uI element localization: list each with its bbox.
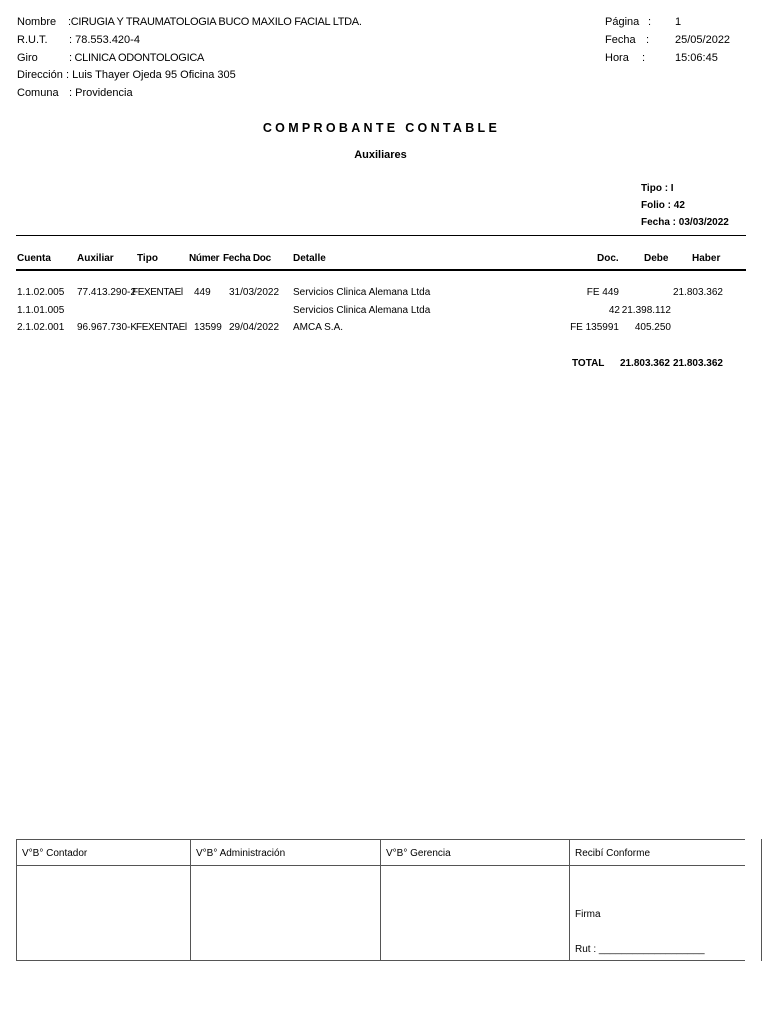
hora-label: Hora [605,52,629,64]
header-divider [16,235,746,236]
signature-rut-label: Rut : ___________________ [575,944,705,955]
row-debe: 21.398.112 [621,305,671,316]
fecha-label: Fecha [605,34,636,46]
signature-gerencia-label: V°B° Gerencia [386,848,451,859]
pagina-label: Página [605,16,640,28]
row-doc: FE 135991 [570,322,619,333]
row-numero: 13599 [194,322,222,333]
row-numero: 449 [194,287,211,298]
row-auxiliar: 96.967.730-K [77,322,138,333]
fecha-colon: : [646,34,650,46]
row-fecha-doc: 29/04/2022 [229,322,280,333]
rut-label: R.U.T. [17,34,48,46]
total-debe: 21.803.362 [619,358,670,369]
col-cuenta: Cuenta [17,253,51,264]
document-subtitle: Auxiliares [354,149,407,161]
signature-contador-label: V°B° Contador [22,848,88,859]
row-cuenta: 1.1.01.005 [17,305,65,316]
col-numero: Númer [189,253,220,264]
col-fecha-doc: Fecha Doc [223,253,271,264]
pagina-value: 1 [675,16,682,28]
total-label: TOTAL [572,358,605,369]
row-auxiliar: 77.413.290-2 [77,287,136,298]
hora-colon: : [642,52,646,64]
row-fecha-doc: 31/03/2022 [229,287,280,298]
signature-administracion-label: V°B° Administración [196,848,286,859]
giro-label: Giro [17,52,38,64]
col-auxiliar: Auxiliar [77,253,114,264]
row-haber: 21.803.362 [672,287,723,298]
row-tipo: FEXENTAEl [132,287,183,298]
voucher-fecha: Fecha : 03/03/2022 [641,217,729,228]
col-detalle: Detalle [293,253,326,264]
comuna-value: : Providencia [69,87,133,99]
voucher-folio: Folio : 42 [641,200,685,211]
giro-value: : CLINICA ODONTOLOGICA [69,52,205,64]
row-tipo: FEXENTAEl [136,322,187,333]
col-doc: Doc. [597,253,619,264]
row-cuenta: 1.1.02.005 [17,287,65,298]
nombre-label: Nombre [17,16,57,28]
col-debe: Debe [644,253,669,264]
row-debe: 405.250 [634,322,671,333]
row-detalle: Servicios Clinica Alemana Ltda [293,305,431,316]
signature-firma-label: Firma [575,909,601,920]
signature-recibi-label: Recibí Conforme [575,848,651,859]
table-header-divider [16,269,746,271]
document-title: COMPROBANTE CONTABLE [262,121,501,135]
col-haber: Haber [692,253,721,264]
row-doc: FE 449 [586,287,619,298]
hora-value: 15:06:45 [675,52,718,64]
comuna-label: Comuna [17,87,59,99]
row-detalle: Servicios Clinica Alemana Ltda [293,287,431,298]
direccion-value: : Luis Thayer Ojeda 95 Oficina 305 [66,69,236,81]
col-tipo: Tipo [137,253,158,264]
rut-value: : 78.553.420-4 [69,34,140,46]
nombre-value: :CIRUGIA Y TRAUMATOLOGIA BUCO MAXILO FACIAL LTDA. [68,16,362,28]
row-doc: 42 [608,305,620,316]
pagina-colon: : [648,16,652,28]
row-cuenta: 2.1.02.001 [17,322,65,333]
voucher-tipo: Tipo : I [641,183,674,194]
signature-box [16,839,746,961]
total-haber: 21.803.362 [672,358,723,369]
fecha-value: 25/05/2022 [675,34,731,46]
row-detalle: AMCA S.A. [293,322,344,333]
direccion-label: Dirección [17,69,63,81]
